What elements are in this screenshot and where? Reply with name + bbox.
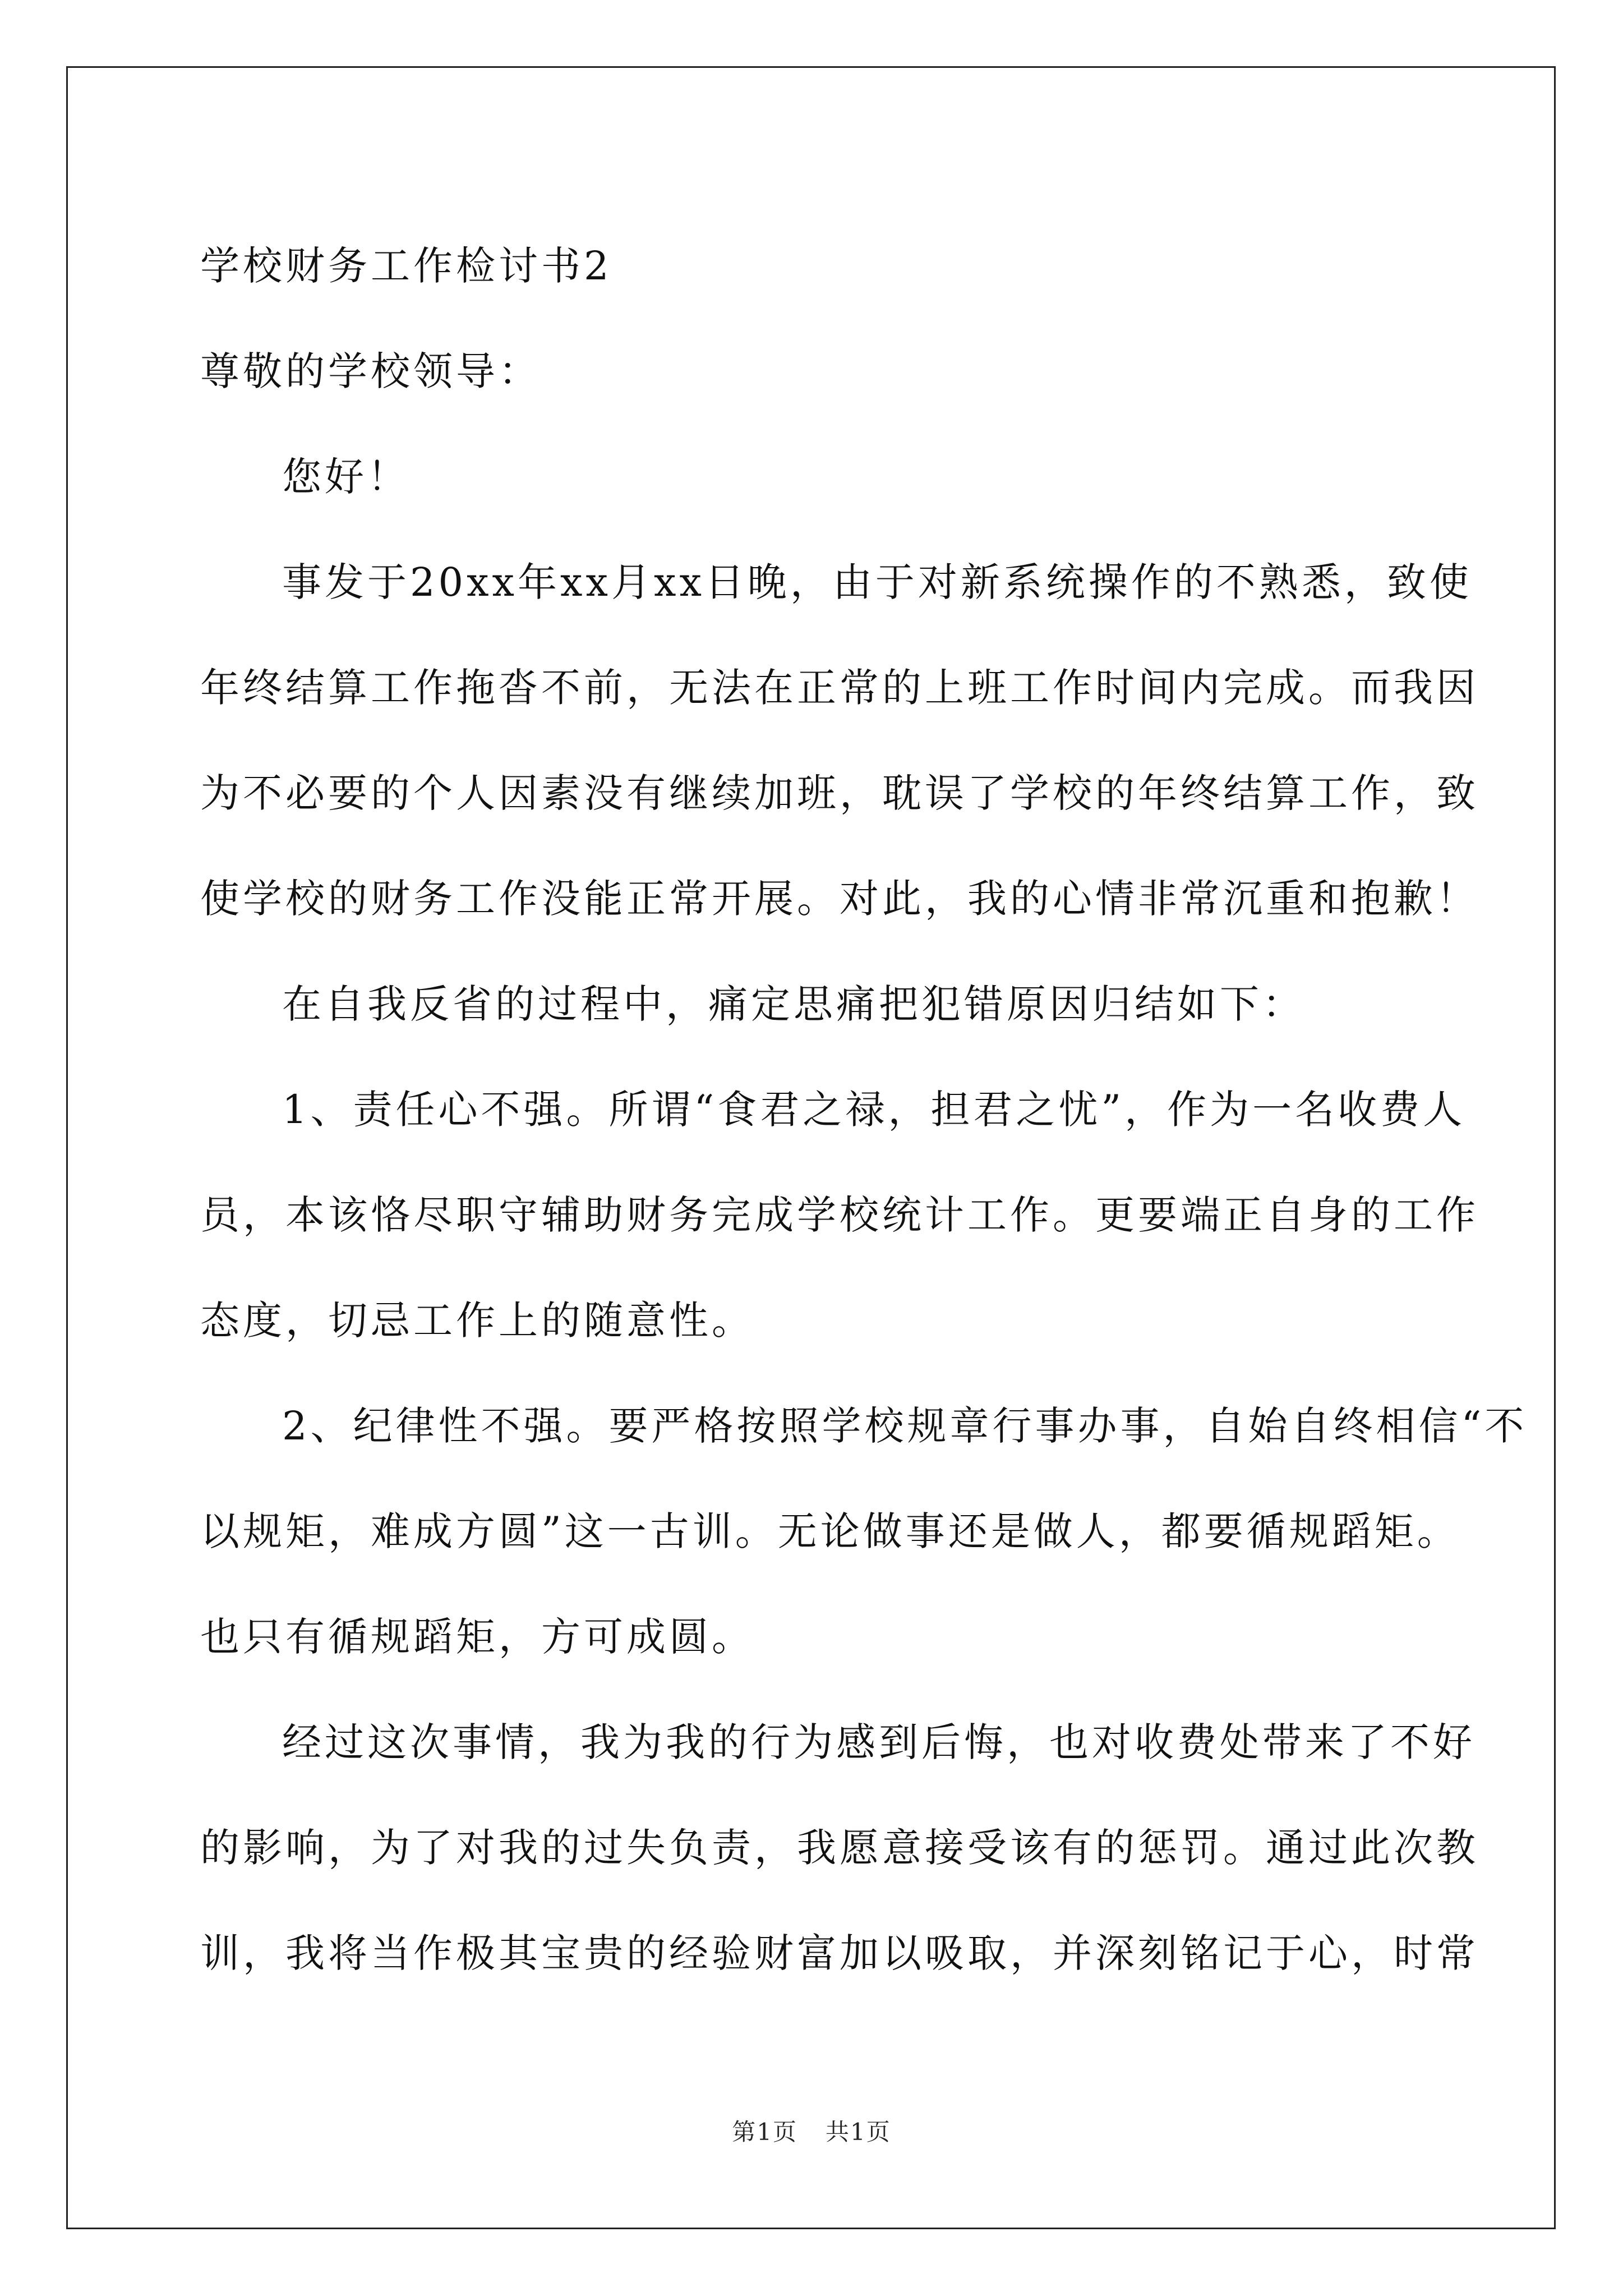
paragraph-line: 年终结算工作拖沓不前，无法在正常的上班工作时间内完成。而我因 xyxy=(200,665,1479,711)
page-number-current: 第1页 xyxy=(732,2118,797,2146)
document-body xyxy=(200,213,1528,2006)
paragraph-line: 经过这次事情，我为我的行为感到后悔，也对收费处带来了不好 xyxy=(282,1719,1476,1765)
greeting: 您好！ xyxy=(282,454,410,500)
paragraph-line: 训，我将当作极其宝贵的经验财富加以吸取，并深刻铭记于心，时常 xyxy=(200,1930,1479,1976)
paragraph-line: 2、纪律性不强。要严格按照学校规章行事办事，自始自终相信“不 xyxy=(282,1403,1528,1449)
page-number-total: 共1页 xyxy=(826,2118,891,2146)
document-title: 学校财务工作检讨书2 xyxy=(200,243,612,289)
paragraph-line: 为不必要的个人因素没有继续加班，耽误了学校的年终结算工作，致 xyxy=(200,770,1479,816)
paragraph-line: 员，本该恪尽职守辅助财务完成学校统计工作。更要端正自身的工作 xyxy=(200,1192,1479,1238)
paragraph-line: 态度，切忌工作上的随意性。 xyxy=(200,1297,754,1343)
paragraph-line: 也只有循规蹈矩，方可成圆。 xyxy=(200,1614,754,1660)
paragraph-line: 1、责任心不强。所谓“食君之禄，担君之忧”，作为一名收费人 xyxy=(282,1087,1466,1133)
paragraph-line: 使学校的财务工作没能正常开展。对此，我的心情非常沉重和抱歉！ xyxy=(200,876,1479,922)
page-footer xyxy=(0,2114,1623,2147)
salutation: 尊敬的学校领导： xyxy=(200,348,541,394)
paragraph-line: 在自我反省的过程中，痛定思痛把犯错原因归结如下： xyxy=(282,981,1305,1027)
paragraph-line: 以规矩，难成方圆”这一古训。无论做事还是做人，都要循规蹈矩。 xyxy=(200,1508,1460,1554)
paragraph-line: 事发于20xx年xx月xx日晚，由于对新系统操作的不熟悉，致使 xyxy=(282,559,1472,605)
paragraph-line: 的影响，为了对我的过失负责，我愿意接受该有的惩罚。通过此次教 xyxy=(200,1825,1479,1871)
